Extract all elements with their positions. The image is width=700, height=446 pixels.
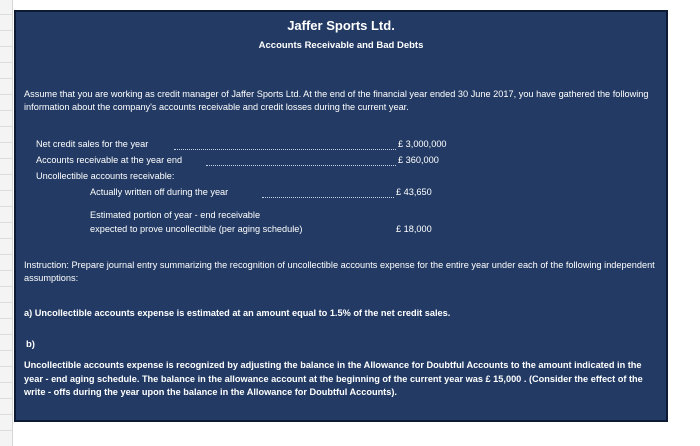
leader-dots (206, 165, 396, 166)
problem-panel (14, 10, 668, 422)
net-credit-sales-value: £ 3,000,000 (398, 139, 447, 149)
uncollectible-heading: Uncollectible accounts receivable: (36, 171, 175, 181)
instruction-paragraph: Instruction: Prepare journal entry summarizing the recognition of uncollectible accounts expense for the entire year under each of the following independent assumptions: (24, 260, 655, 283)
page-title: Jaffer Sports Ltd. (287, 18, 395, 33)
estimated-value: £ 18,000 (396, 224, 432, 234)
ar-year-end-value: £ 360,000 (398, 155, 439, 165)
intro-paragraph: Assume that you are working as credit manager of Jaffer Sports Ltd. At the end of the financial year ended 30 June 2017, you have gathered the following information about the company's accounts receivable and credit losses during the current year. (24, 89, 649, 112)
leader-dots (174, 149, 396, 150)
part-b-label: b) (26, 339, 35, 350)
leader-dots (262, 197, 394, 198)
written-off-label: Actually written off during the year (90, 187, 229, 197)
part-a: a) Uncollectible accounts expense is estimated at an amount equal to 1.5% of the net credit sales. (24, 308, 451, 318)
page-subtitle: Accounts Receivable and Bad Debts (258, 40, 424, 51)
estimated-label-line1: Estimated portion of year - end receivable (90, 210, 261, 220)
row-gutter (0, 0, 13, 446)
estimated-label-line2: expected to prove uncollectible (per aging schedule) (90, 224, 303, 234)
part-b: Uncollectible accounts expense is recognized by adjusting the balance in the Allowance for Doubtful Accounts to the amount indicated in the year - end aging schedule. The balance in the allowance account at the beginning of the current year was £ 15,000 . (Consider the effect of the write - offs during the year upon the balance in the Allowance for Doubtful Accounts). (24, 360, 643, 397)
written-off-value: £ 43,650 (396, 187, 432, 197)
net-credit-sales-label: Net credit sales for the year (36, 139, 149, 149)
ar-year-end-label: Accounts receivable at the year end (36, 155, 183, 165)
